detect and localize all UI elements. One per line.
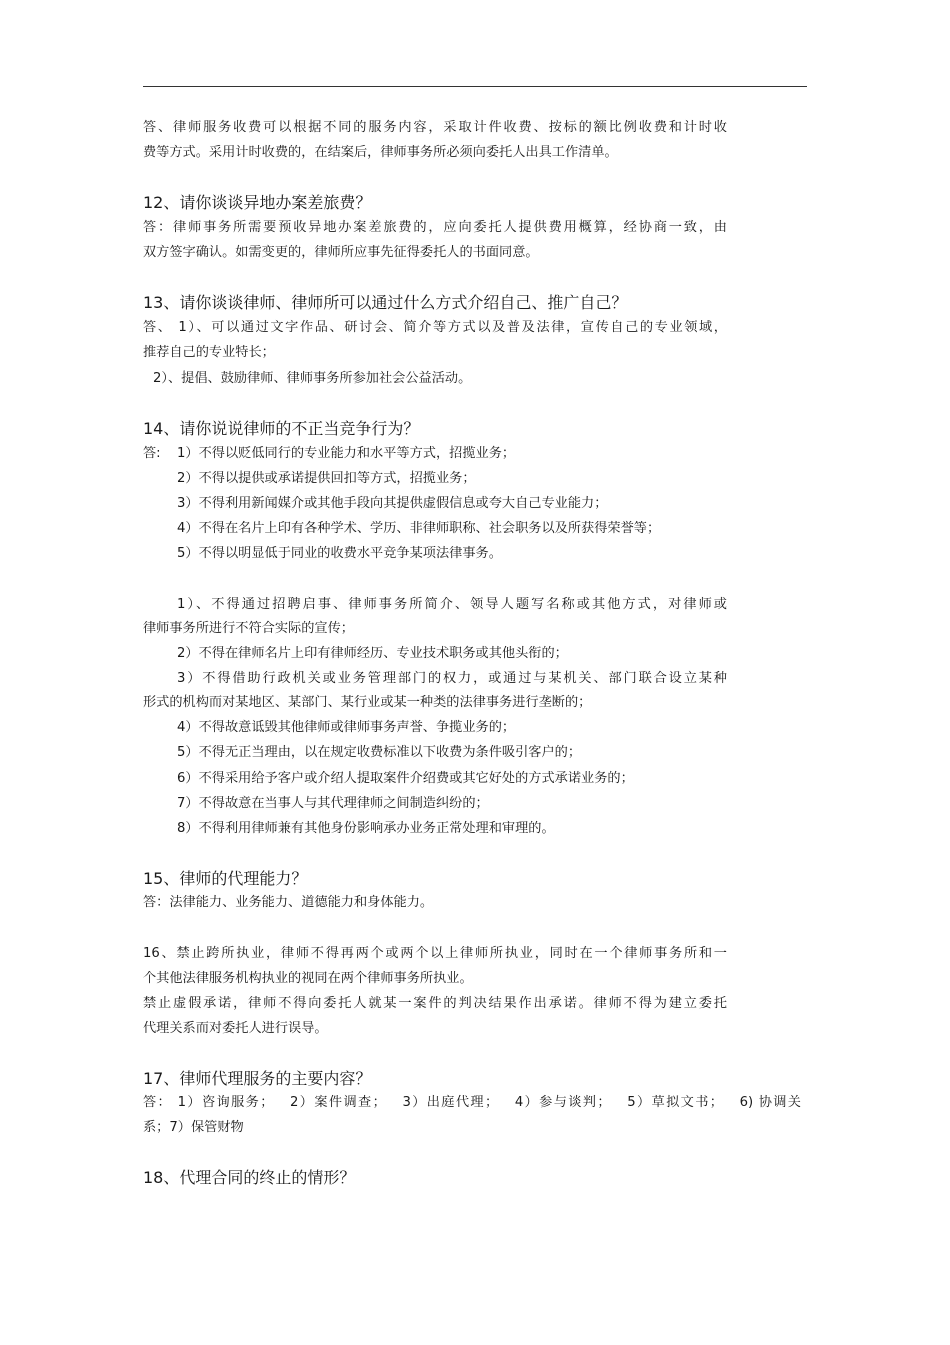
question-heading-15: 15、律师的代理能力？ — [143, 869, 308, 888]
list-item-cont: 形式的机构而对某地区、某部门、某行业或某一种类的法律事务进行垄断的； — [143, 695, 592, 710]
list-item: 4）不得在名片上印有各种学术、学历、非律师职称、社会职务以及所获得荣誉等； — [177, 521, 661, 536]
list-item: 4）不得故意诋毁其他律师或律师事务声誉、争揽业务的； — [177, 720, 516, 735]
list-item: 1）不得以贬低同行的专业能力和水平等方式，招揽业务； — [177, 446, 516, 461]
paragraph-line: 个其他法律服务机构执业的视同在两个律师事务所执业。 — [143, 971, 473, 986]
question-heading-12: 12、请你谈谈异地办案差旅费？ — [143, 193, 372, 212]
paragraph-line: 16、禁止跨所执业，律师不得再两个或两个以上律师所执业，同时在一个律师事务所和一 — [143, 946, 727, 961]
answer-line: 2）、提倡、鼓励律师、律师事务所参加社会公益活动。 — [153, 371, 472, 386]
paragraph-line: 代理关系而对委托人进行误导。 — [143, 1021, 328, 1036]
answer-line: 答：法律能力、业务能力、道德能力和身体能力。 — [143, 895, 434, 910]
answer-line: 答： 1）咨询服务； 2）案件调查； 3）出庭代理； 4）参与谈判； 5）草拟文书； 6) 协调关 — [143, 1095, 801, 1110]
list-item: 6）不得采用给予客户或介绍人提取案件介绍费或其它好处的方式承诺业务的； — [177, 771, 634, 786]
list-item: 2）不得在律师名片上印有律师经历、专业技术职务或其他头衔的； — [177, 646, 568, 661]
question-heading-17: 17、律师代理服务的主要内容？ — [143, 1069, 372, 1088]
paragraph-line: 禁止虚假承诺，律师不得向委托人就某一案件的判决结果作出承诺。律师不得为建立委托 — [143, 996, 727, 1011]
list-item: 5）不得无正当理由，以在规定收费标准以下收费为条件吸引客户的； — [177, 745, 582, 760]
answer-prefix: 答: — [143, 446, 161, 461]
question-heading-14: 14、请你说说律师的不正当竞争行为？ — [143, 419, 420, 438]
question-heading-18: 18、代理合同的终止的情形？ — [143, 1168, 356, 1187]
list-item: 3）不得借助行政机关或业务管理部门的权力，或通过与某机关、部门联合设立某种 — [177, 671, 727, 686]
list-item: 5）不得以明显低于同业的收费水平竞争某项法律事务。 — [177, 546, 502, 561]
list-item-cont: 律师事务所进行不符合实际的宣传； — [143, 621, 354, 636]
list-item: 1）、不得通过招聘启事、律师事务所简介、领导人题写名称或其他方式，对律师或 — [177, 597, 727, 612]
answer-line: 答：律师事务所需要预收异地办案差旅费的，应向委托人提供费用概算，经协商一致，由 — [143, 220, 727, 235]
answer-line: 双方签字确认。如需变更的，律师所应事先征得委托人的书面同意。 — [143, 245, 539, 260]
answer-line: 答、 1）、可以通过文字作品、研讨会、简介等方式以及普及法律，宣传自己的专业领域， — [143, 320, 727, 335]
question-heading-13: 13、请你谈谈律师、律师所可以通过什么方式介绍自己、推广自己？ — [143, 293, 628, 312]
list-item: 8）不得利用律师兼有其他身份影响承办业务正常处理和审理的。 — [177, 821, 555, 836]
header-rule — [143, 86, 807, 87]
list-item: 3）不得利用新闻媒介或其他手段向其提供虚假信息或夸大自己专业能力； — [177, 496, 608, 511]
answer-line: 系；7）保管财物 — [143, 1120, 244, 1135]
list-item: 2）不得以提供或承诺提供回扣等方式，招揽业务； — [177, 471, 476, 486]
answer-line: 推荐自己的专业特长； — [143, 345, 275, 360]
answer-line: 答、律师服务收费可以根据不同的服务内容，采取计件收费、按标的额比例收费和计时收 — [143, 120, 727, 135]
answer-line: 费等方式。采用计时收费的，在结案后，律师事务所必须向委托人出具工作清单。 — [143, 145, 618, 160]
list-item: 7）不得故意在当事人与其代理律师之间制造纠纷的； — [177, 796, 489, 811]
